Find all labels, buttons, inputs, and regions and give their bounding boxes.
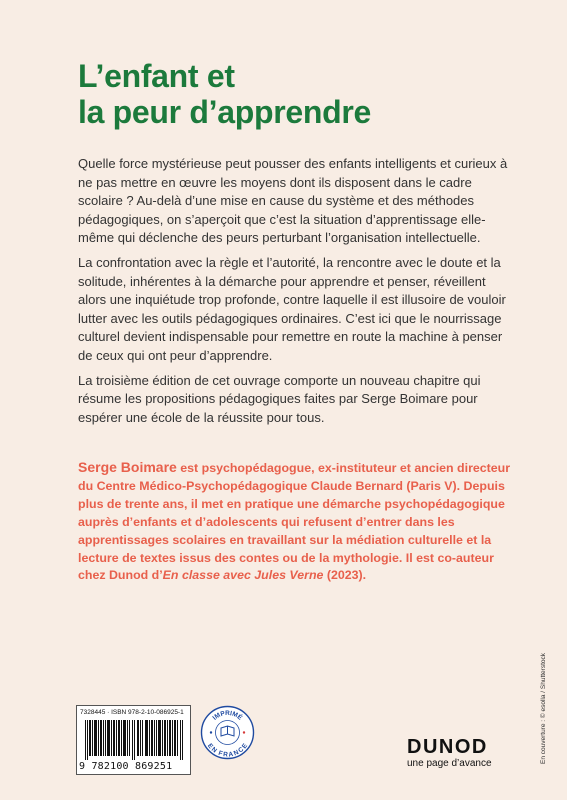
barcode-bars: [85, 720, 183, 760]
barcode-digits: 9 782100 869251: [79, 761, 173, 772]
summary-paragraph-1: Quelle force mystérieuse peut pousser des enfants intelligents et curieux à ne pas mettre en œuvre les moyens dont ils disposent dans le cadre scolaire ? Au-delà d’une mise en cause du système et des méthodes pédagogiques, on s’aperçoit que c’est la situation d’apprentissage elle-même qui déclenche des peurs perturbant l’organisation intellectuelle.: [78, 156, 508, 246]
book-title: [78, 58, 371, 130]
summary-paragraph-3: La troisième édition de cet ouvrage comporte un nouveau chapitre qui résume les propositions pédagogiques faites par Serge Boimare pour espérer une école de la réussite pour tous.: [78, 372, 481, 425]
book-title-line-1: L’enfant et: [78, 58, 235, 94]
book-title-line-2: la peur d’apprendre: [78, 94, 372, 130]
author-bio: [78, 459, 514, 585]
cover-photo-credit: En couverture : © esolla / Shutterstock: [540, 652, 547, 764]
publisher-name: DUNOD: [407, 736, 488, 758]
referenced-book-title: En classe avec Jules Verne: [162, 568, 324, 583]
summary-paragraph-2: La confrontation avec la règle et l’autorité, la rencontre avec le doute et la solitude, inhérentes à la démarche pour apprendre et penser, réveillent alors une inquiétude trop profonde, contre laquelle il est illusoire de vouloir lutter avec les outils pédagogiques ordinaires. C’est ici que le nourrissage culturel devient indispensable pour remettre en route la machine à penser de ceux qui ont peur d’apprendre.: [78, 254, 506, 363]
seal-bottom-text: EN FRANCE: [205, 742, 250, 759]
seal-top-text: IMPRIMÉ: [211, 710, 244, 722]
publisher-logo: [407, 736, 492, 769]
isbn-label: 7328445 · ISBN 978-2-10-086925-1: [80, 709, 184, 716]
summary-text: [78, 155, 510, 433]
author-bio-end: (2023).: [323, 568, 367, 583]
printed-in-france-seal-icon: [200, 705, 255, 760]
author-name: Serge Boimare: [78, 459, 177, 475]
author-bio-text: est psychopédagogue, ex-instituteur et ancien directeur du Centre Médico-Psychopédagogique Claude Bernard (Paris V). Depuis plus de trente ans, il met en pratique une démarche psychopédagogique auprès d’enfants et d’adolescents qui refusent d’entrer dans les apprentissages scolaires en travaillant sur la médiation culturelle et la lecture de textes issus des contes ou de la mythologie. Il est co-auteur chez Dunod d’: [78, 461, 511, 583]
barcode: [76, 705, 191, 775]
publisher-tagline: une page d’avance: [407, 758, 492, 769]
